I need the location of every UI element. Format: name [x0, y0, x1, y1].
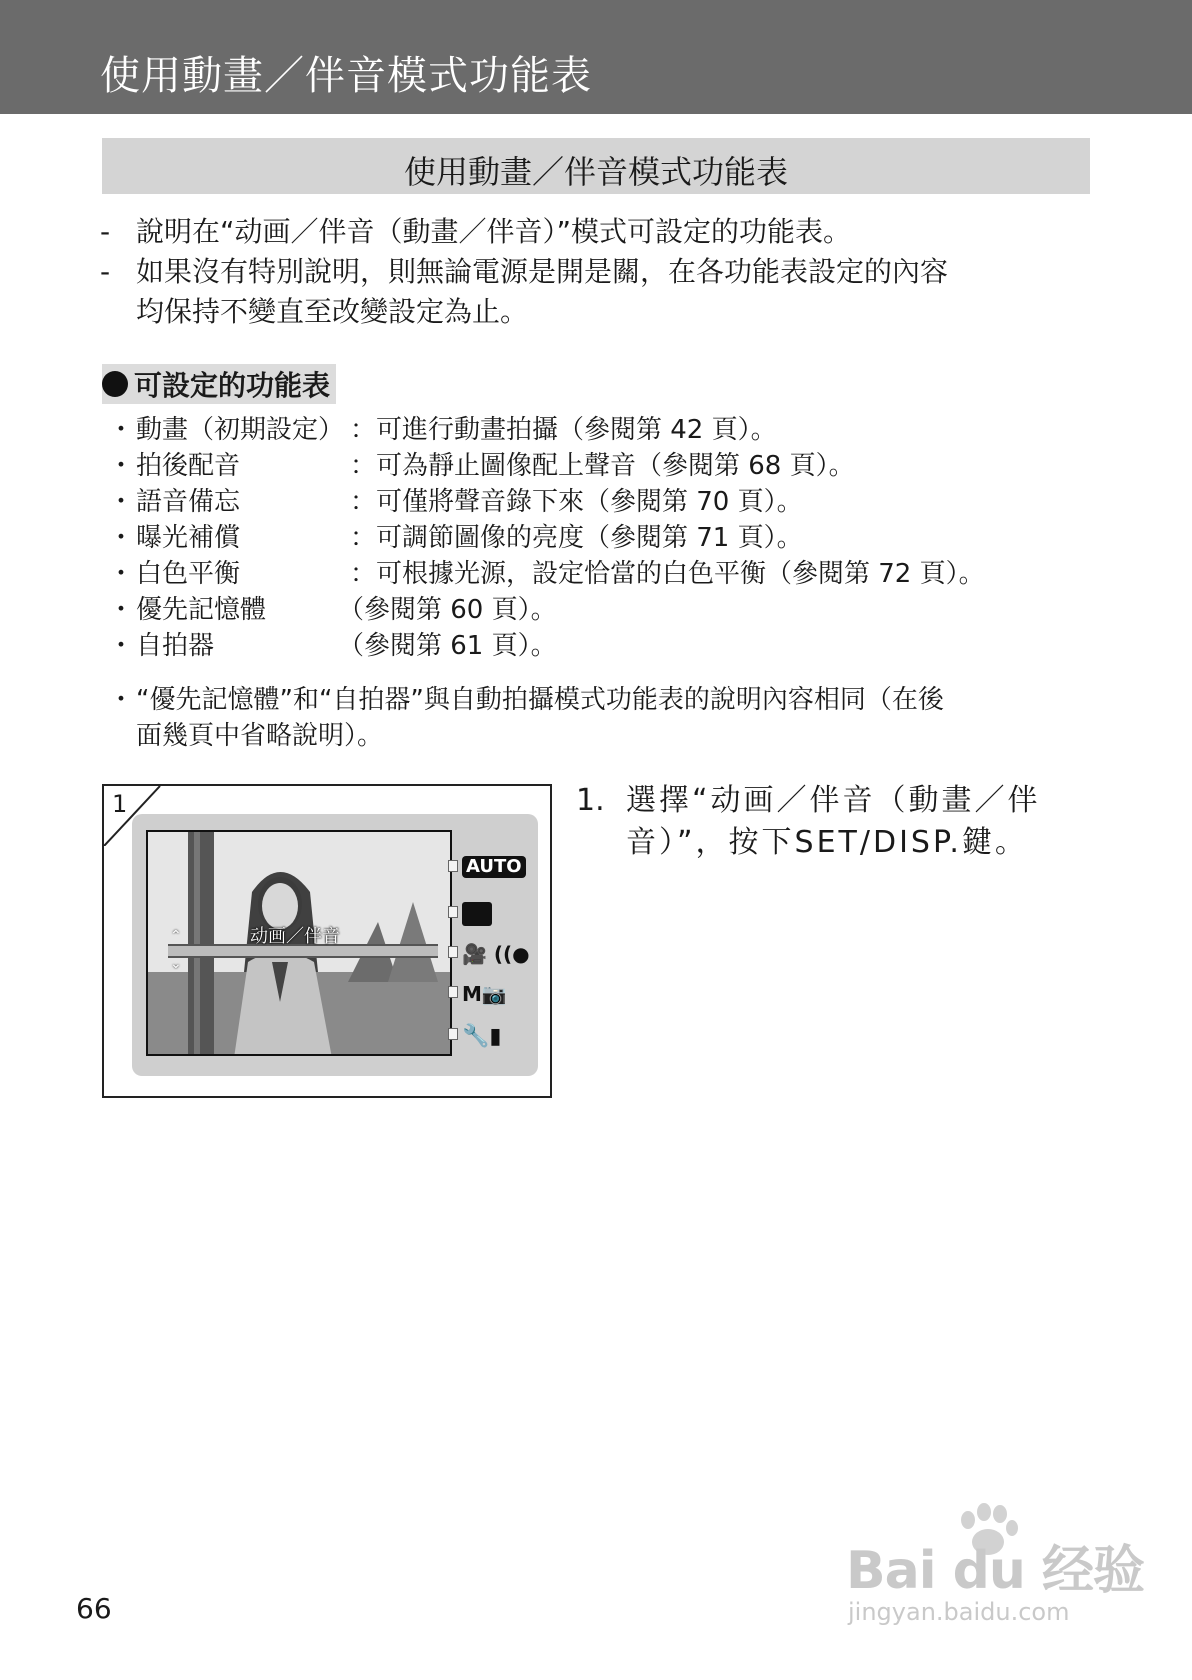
intro-item-2 [100, 252, 1090, 292]
list-item [108, 592, 1108, 628]
setup-icon: 🔧▮ [462, 1024, 502, 1049]
section-title: 使用動畫／伴音模式功能表 [403, 153, 788, 191]
function-name: 拍後配音 [136, 451, 241, 481]
manual-camera-icon: M📷 [462, 982, 507, 1006]
menu-label: 动画／伴音 [250, 926, 340, 947]
list-item [108, 520, 1108, 556]
dot-bullet: ・ [108, 631, 135, 661]
section-band [102, 138, 1090, 194]
intro-item-1 [100, 212, 1090, 252]
dot-bullet: ・ [108, 523, 135, 553]
header-bar [0, 0, 1192, 114]
function-name: 優先記憶體 [136, 595, 267, 625]
dot-bullet: ・ [108, 487, 135, 517]
function-desc: ：可根據光源，設定恰當的白色平衡（參閱第 72 頁）。 [350, 559, 985, 589]
bullet-circle-icon [102, 371, 128, 397]
figure-1 [102, 784, 552, 1098]
list-item [108, 484, 1108, 520]
dash-bullet: - [100, 215, 111, 248]
chevron-up-icon: ⌃ [170, 928, 182, 944]
step-row [576, 780, 1096, 864]
auto-mode-icon: AUTO [462, 856, 526, 878]
function-name: 白色平衡 [136, 559, 241, 589]
note-line-2: 面幾頁中省略說明）。 [136, 721, 384, 751]
dot-bullet: ・ [108, 685, 135, 715]
dash-bullet: - [100, 255, 111, 288]
note-line-1: “優先記憶體”和“自拍器”與自動拍攝模式功能表的說明內容相同（在後 [136, 685, 944, 715]
step-number: 1. [576, 783, 605, 818]
step-1 [576, 780, 1096, 864]
function-desc: ：可調節圖像的亮度（參閱第 71 頁）。 [350, 523, 803, 553]
list-item [108, 628, 1108, 664]
function-desc: ：可為靜止圖像配上聲音（參閱第 68 頁）。 [350, 451, 855, 481]
list-item [108, 556, 1108, 592]
figure-number: 1 [112, 790, 128, 818]
watermark-url: jingyan.baidu.com [848, 1598, 1070, 1626]
dot-bullet: ・ [108, 595, 135, 625]
intro-line-3: 均保持不變直至改變設定為止。 [136, 295, 529, 328]
tick-marker [448, 1028, 458, 1040]
note [108, 682, 1088, 754]
list-item [108, 412, 1108, 448]
function-name: 動畫（初期設定） [136, 415, 345, 445]
intro-line-2: 如果沒有特別說明，則無論電源是開是關，在各功能表設定的內容 [136, 255, 949, 288]
function-list [108, 412, 1108, 664]
dot-bullet: ・ [108, 415, 135, 445]
page-number: 66 [76, 1592, 112, 1625]
lcd-screen [132, 814, 538, 1076]
intro-item-2-cont [100, 292, 1090, 332]
portrait-mode-icon [462, 902, 492, 926]
tick-marker [448, 986, 458, 998]
function-name: 自拍器 [136, 631, 215, 661]
subheading-text: 可設定的功能表 [134, 369, 331, 402]
intro-text [100, 212, 1090, 332]
function-desc: ：可僅將聲音錄下來（參閱第 70 頁）。 [350, 487, 803, 517]
function-desc: （參閱第 61 頁）。 [338, 631, 557, 661]
tick-marker [448, 906, 458, 918]
note-item [108, 682, 1088, 718]
movie-audio-icon: 🎥 ((● [462, 942, 530, 966]
tick-marker [448, 946, 458, 958]
note-item-cont [108, 718, 1088, 754]
tick-marker [448, 860, 458, 872]
function-desc: ：可進行動畫拍攝（參閱第 42 頁）。 [350, 415, 777, 445]
baidu-watermark [846, 1502, 1144, 1632]
step-text: 選擇“动画／伴音（動畫／伴音）”，按下SET/DISP.鍵。 [626, 783, 1041, 860]
function-name: 語音備忘 [136, 487, 241, 517]
list-item [108, 448, 1108, 484]
watermark-brand: Bai du 经验 [846, 1541, 1144, 1601]
dot-bullet: ・ [108, 559, 135, 589]
dot-bullet: ・ [108, 451, 135, 481]
subheading [102, 364, 336, 404]
function-name: 曝光補償 [136, 523, 241, 553]
chevron-down-icon: ⌄ [170, 956, 182, 972]
preview-photo [146, 830, 452, 1056]
page-title: 使用動畫／伴音模式功能表 [100, 53, 592, 99]
function-desc: （參閱第 60 頁）。 [338, 595, 557, 625]
intro-line-1: 說明在“动画／伴音（動畫／伴音）”模式可設定的功能表。 [136, 215, 852, 248]
